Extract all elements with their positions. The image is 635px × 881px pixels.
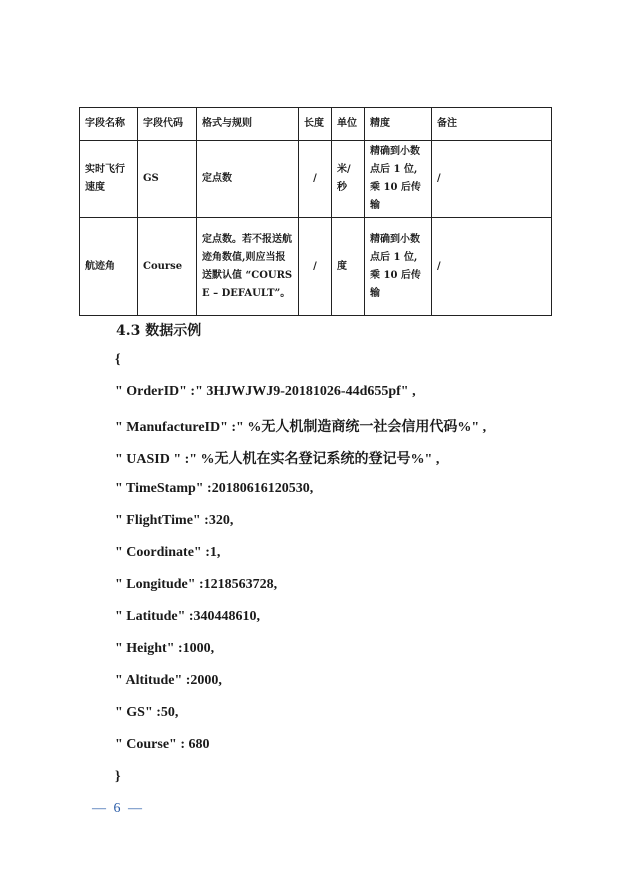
cell-precision: 精确到小数点后 1 位,乘 10 后传输: [365, 141, 432, 218]
code-line: " FlightTime" :320,: [115, 513, 234, 528]
code-line: " Height" :1000,: [115, 641, 215, 656]
cell-field-code: Course: [138, 218, 197, 316]
header-length: 长度: [299, 108, 332, 141]
cell-field-name: 航迹角: [80, 218, 138, 316]
cell-length: /: [299, 141, 332, 218]
code-line: " ManufactureID" :" %无人机制造商统一社会信用代码%" ,: [115, 420, 487, 435]
code-line: " Course" : 680: [115, 737, 210, 752]
header-unit: 单位: [332, 108, 365, 141]
header-field-name: 字段名称: [80, 108, 138, 141]
cell-unit: 米/秒: [332, 141, 365, 218]
code-line: " Longitude" :1218563728,: [115, 577, 278, 592]
header-remark: 备注: [432, 108, 552, 141]
page-number: — 6 —: [92, 801, 144, 816]
code-line: {: [115, 352, 121, 367]
code-line: " Latitude" :340448610,: [115, 609, 261, 624]
code-line: " GS" :50,: [115, 705, 179, 720]
header-format-rule: 格式与规则: [197, 108, 299, 141]
header-field-code: 字段代码: [138, 108, 197, 141]
table-header-row: [80, 108, 552, 141]
cell-remark: /: [432, 218, 552, 316]
field-spec-table: [79, 107, 552, 316]
cell-field-name: 实时飞行速度: [80, 141, 138, 218]
cell-precision: 精确到小数点后 1 位,乘 10 后传输: [365, 218, 432, 316]
table-row: [80, 141, 552, 218]
code-line: " UASID " :" %无人机在实名登记系统的登记号%" ,: [115, 452, 440, 467]
code-line: " OrderID" :" 3HJWJWJ9-20181026-44d655pf" ,: [115, 384, 416, 399]
cell-field-code: GS: [138, 141, 197, 218]
code-line: " Coordinate" :1,: [115, 545, 221, 560]
cell-format-rule: 定点数。若不报送航迹角数值,则应当报送默认值 “COURSE – DEFAULT”。: [197, 218, 299, 316]
cell-format-rule: 定点数: [197, 141, 299, 218]
header-precision: 精度: [365, 108, 432, 141]
table-row: [80, 218, 552, 316]
code-line: " Altitude" :2000,: [115, 673, 222, 688]
section-heading: 4.3 数据示例: [116, 323, 202, 339]
code-line: }: [115, 769, 121, 784]
cell-remark: /: [432, 141, 552, 218]
code-line: " TimeStamp" :20180616120530,: [115, 481, 314, 496]
cell-unit: 度: [332, 218, 365, 316]
cell-length: /: [299, 218, 332, 316]
